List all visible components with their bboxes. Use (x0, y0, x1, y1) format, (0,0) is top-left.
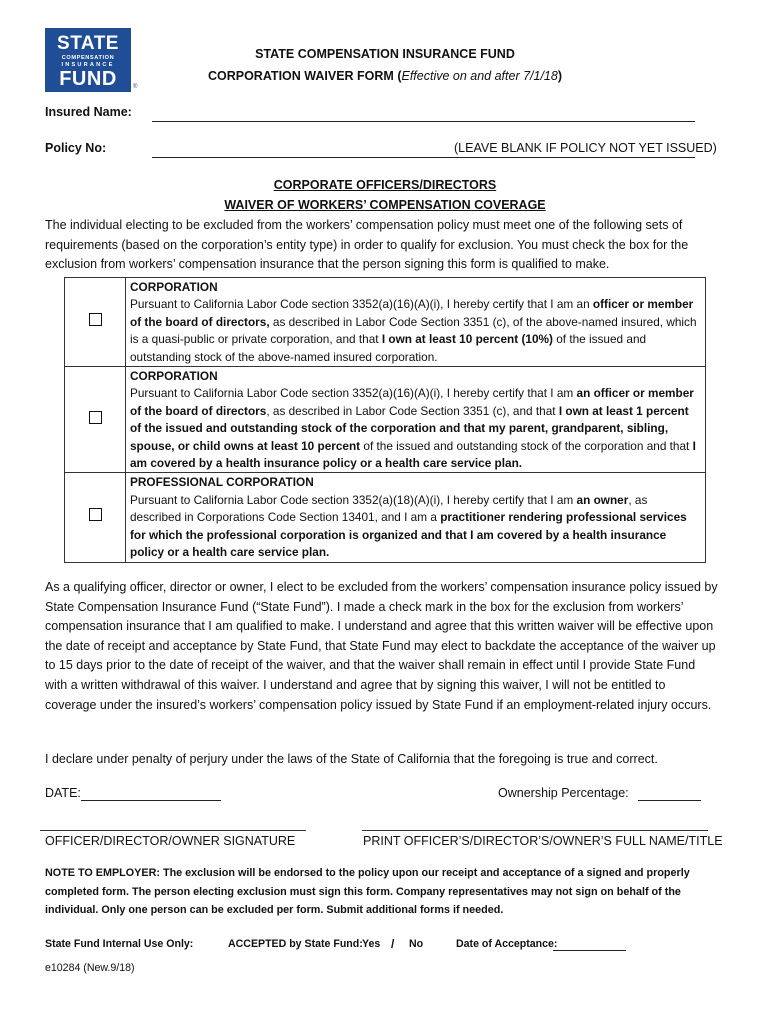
option-1-text-part: Pursuant to California Labor Code section 3352(a)(16)(A)(i), I hereby certify that I am an (130, 297, 593, 312)
option-checkbox-cell (65, 278, 126, 367)
policy-no-field[interactable] (152, 157, 695, 158)
option-1-bold-part: I own at least 10 percent (10%) (381, 332, 553, 347)
option-2-checkbox[interactable] (89, 411, 102, 424)
date-of-acceptance-field[interactable] (553, 950, 626, 951)
date-of-acceptance-label: Date of Acceptance: (456, 938, 558, 950)
yes-no-separator: / (391, 937, 395, 951)
signature-label: OFFICER/DIRECTOR/OWNER SIGNATURE (45, 834, 296, 848)
form-title-effective-date: Effective on and after 7/1/18 (401, 69, 558, 83)
form-title (150, 69, 620, 83)
insured-name-label: Insured Name: (45, 105, 132, 119)
insured-name-field[interactable] (152, 121, 695, 122)
option-1-checkbox[interactable] (89, 313, 102, 326)
option-1-text-part: of the issued and outstanding stock of the above-named insured corporation. (130, 332, 647, 364)
option-1-text (126, 278, 706, 367)
logo-line-compensation: COMPENSATION (61, 55, 115, 61)
option-2-title: CORPORATION (130, 369, 218, 384)
print-name-field[interactable] (362, 830, 708, 831)
option-checkbox-cell (65, 367, 126, 473)
option-3-text (126, 473, 706, 562)
form-id: e10284 (New.9/18) (45, 962, 135, 974)
policy-no-note: (LEAVE BLANK IF POLICY NOT YET ISSUED) (454, 141, 717, 155)
note-to-employer: NOTE TO EMPLOYER: The exclusion will be endorsed to the policy upon our receipt and acceptance of a signed and properly completed form. The person electing exclusion must sign this form. Company representatives may not sign on behalf of the individual. Only one person can be excluded per form. Submit additional forms if needed. (45, 867, 690, 917)
print-name-label: PRINT OFFICER’S/DIRECTOR’S/OWNER’S FULL NAME/TITLE (363, 834, 723, 848)
option-2-text-part: of the issued and outstanding stock of the corporation and that (360, 438, 693, 453)
option-row (65, 278, 706, 367)
section-title-officers: CORPORATE OFFICERS/DIRECTORS (273, 178, 497, 192)
option-row (65, 473, 706, 562)
policy-no-label: Policy No: (45, 141, 107, 155)
form-org-title: STATE COMPENSATION INSURANCE FUND (255, 47, 515, 61)
logo-registered-mark: ® (133, 84, 138, 90)
option-2-text (126, 367, 706, 473)
option-1-text-part: as described in Labor Code Section 3351 (c), of the above-named insured, which is a quasi-public or private corporation, and that (130, 314, 697, 347)
option-3-bold-part: an owner (576, 492, 629, 507)
option-2-text-part: , as described in Labor Code Section 3351 (c), and that (266, 403, 559, 418)
state-fund-logo (45, 28, 131, 92)
signature-field[interactable] (40, 830, 306, 831)
internal-use-label: State Fund Internal Use Only: (45, 938, 194, 950)
option-row (65, 367, 706, 473)
option-3-text-part: , as described in Corporations Code Section 13401, and I am a (130, 492, 648, 525)
date-label: DATE: (45, 786, 81, 800)
logo-line-fund: FUND (59, 68, 117, 91)
section-title-waiver: WAIVER OF WORKERS’ COMPENSATION COVERAGE (224, 198, 546, 212)
form-title-end: ) (557, 69, 563, 83)
ownership-percentage-field[interactable] (638, 800, 701, 801)
intro-paragraph: The individual electing to be excluded from the workers’ compensation policy must meet one of the following sets of requirements (based on the corporation’s entity type) in order to qualify for exclusion. You must check the box for the exclusion from workers’ compensation insurance that the person signing this form is qualified to make. (45, 218, 689, 272)
election-paragraph: As a qualifying officer, director or owner, I elect to be excluded from the workers’ compensation insurance policy issued by State Compensation Insurance Fund (“State Fund”). I made a check mark in the box for the exclusion from workers’ compensation insurance that I am qualified to make. I understand and agree that this written waiver will be effective upon the date of receipt and acceptance by State Fund, that State Fund may elect to backdate the acceptance of the waiver up to 15 days prior to the date of receipt of the waiver, and that the waiver shall remain in effect until I provide State Fund with a written withdrawal of this waiver. I understand and agree that by signing this waiver, I will not be entitled to coverage under the insured’s workers’ compensation policy issued by State Fund if an employment-related injury occurs. (45, 580, 718, 712)
option-1-bold-part: officer or member of the board of directors, (130, 297, 694, 329)
option-1-title: CORPORATION (130, 280, 218, 294)
accepted-by-label: ACCEPTED by State Fund: (228, 938, 363, 950)
option-3-text-part: Pursuant to California Labor Code section 3352(a)(18)(A)(i), I hereby certify that I am (130, 492, 577, 507)
exclusion-options-table (64, 277, 706, 563)
accepted-yes-option[interactable]: Yes (362, 938, 381, 950)
logo-line-state: STATE (57, 33, 119, 54)
option-2-bold-part: I am covered by a health insurance policy or a health care service plan. (130, 438, 696, 471)
accepted-no-option[interactable]: No (409, 938, 424, 950)
declaration-paragraph: I declare under penalty of perjury under the laws of the State of California that the foregoing is true and correct. (45, 752, 658, 766)
option-checkbox-cell (65, 473, 126, 562)
option-2-bold-part: an officer or member of the board of directors (130, 386, 694, 418)
ownership-percentage-label: Ownership Percentage: (498, 786, 629, 800)
option-2-bold-part: I own at least 1 percent of the issued and outstanding stock of the corporation and that my parent, grandparent, sibling, spouse, or child owns at least 10 percent (130, 403, 689, 453)
date-field[interactable] (81, 800, 221, 801)
logo-line-insurance: INSURANCE (61, 61, 115, 68)
option-2-text-part: Pursuant to California Labor Code section 3352(a)(16)(A)(i), I hereby certify that I am (130, 386, 577, 401)
option-3-bold-part: practitioner rendering professional services for which the professional corporation is organized and that I am covered by a health insurance policy or a health care service plan. (130, 510, 687, 560)
option-3-checkbox[interactable] (89, 508, 102, 521)
form-title-main: CORPORATION WAIVER FORM ( (207, 69, 402, 83)
option-3-title: PROFESSIONAL CORPORATION (130, 475, 314, 490)
